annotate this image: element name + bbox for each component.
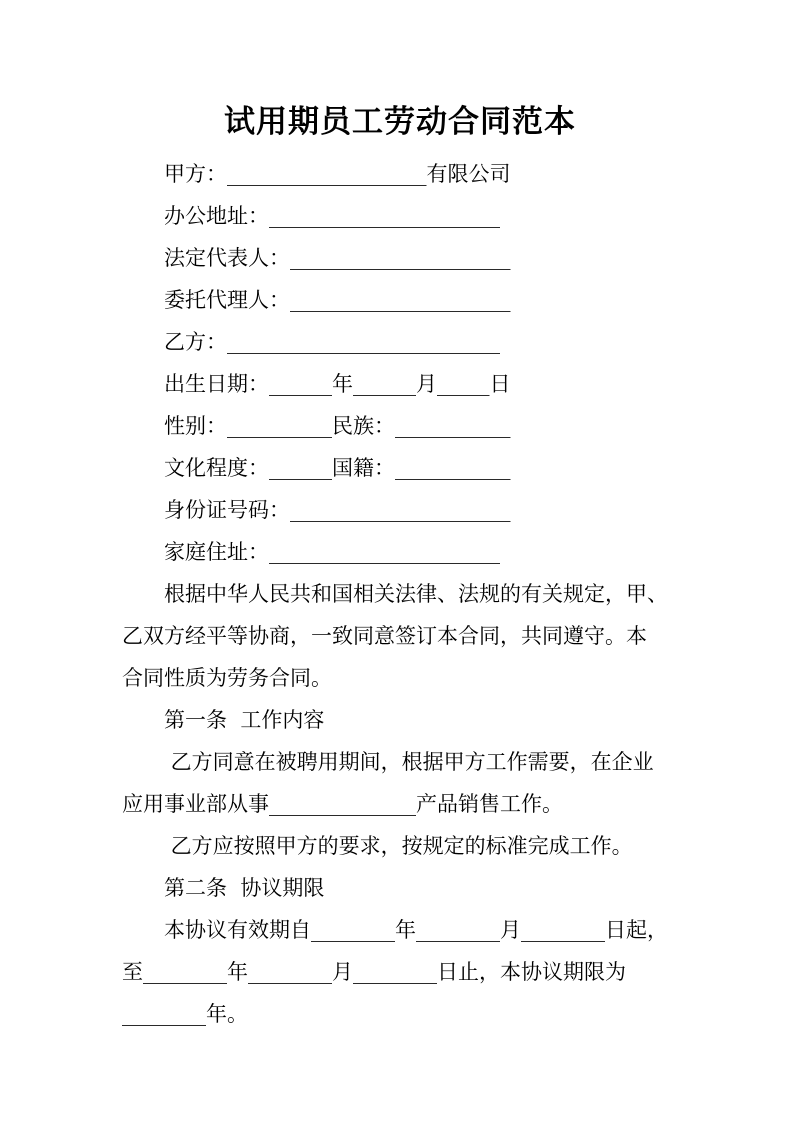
article-2-line: 至________年________月________日止，本协议期限为	[122, 960, 626, 984]
field-home-address: 家庭住址：______________________	[164, 540, 500, 564]
preamble-line: 根据中华人民共和国相关法律、法规的有关规定，甲、	[164, 582, 668, 606]
field-id-number: 身份证号码：_____________________	[164, 498, 511, 522]
article-1-line: 乙方应按照甲方的要求，按规定的标准完成工作。	[164, 834, 633, 858]
field-party-b: 乙方：__________________________	[164, 330, 500, 354]
article-2-heading: 第二条 协议期限	[164, 876, 325, 900]
preamble-line: 合同性质为劳务合同。	[122, 666, 332, 690]
field-office-address: 办公地址：______________________	[164, 204, 500, 228]
article-1-line: 应用事业部从事______________产品销售工作。	[122, 792, 563, 816]
document-title: 试用期员工劳动合同范本	[224, 104, 576, 140]
field-party-a: 甲方：___________________有限公司	[164, 162, 511, 186]
article-2-line: 本协议有效期自________年________月________日起，	[164, 918, 668, 942]
field-birth-date: 出生日期：______年______月_____日	[164, 372, 511, 396]
article-1-line: 乙方同意在被聘用期间，根据甲方工作需要，在企业	[164, 750, 654, 774]
article-2-line: ________年。	[122, 1002, 248, 1026]
field-education-nationality: 文化程度：______国籍：___________	[164, 456, 511, 480]
field-gender-ethnicity: 性别：__________民族：___________	[164, 414, 511, 438]
preamble-line: 乙双方经平等协商，一致同意签订本合同，共同遵守。本	[122, 624, 647, 648]
article-1-heading: 第一条 工作内容	[164, 708, 325, 732]
field-legal-representative: 法定代表人：_____________________	[164, 246, 511, 270]
field-agent: 委托代理人：_____________________	[164, 288, 511, 312]
